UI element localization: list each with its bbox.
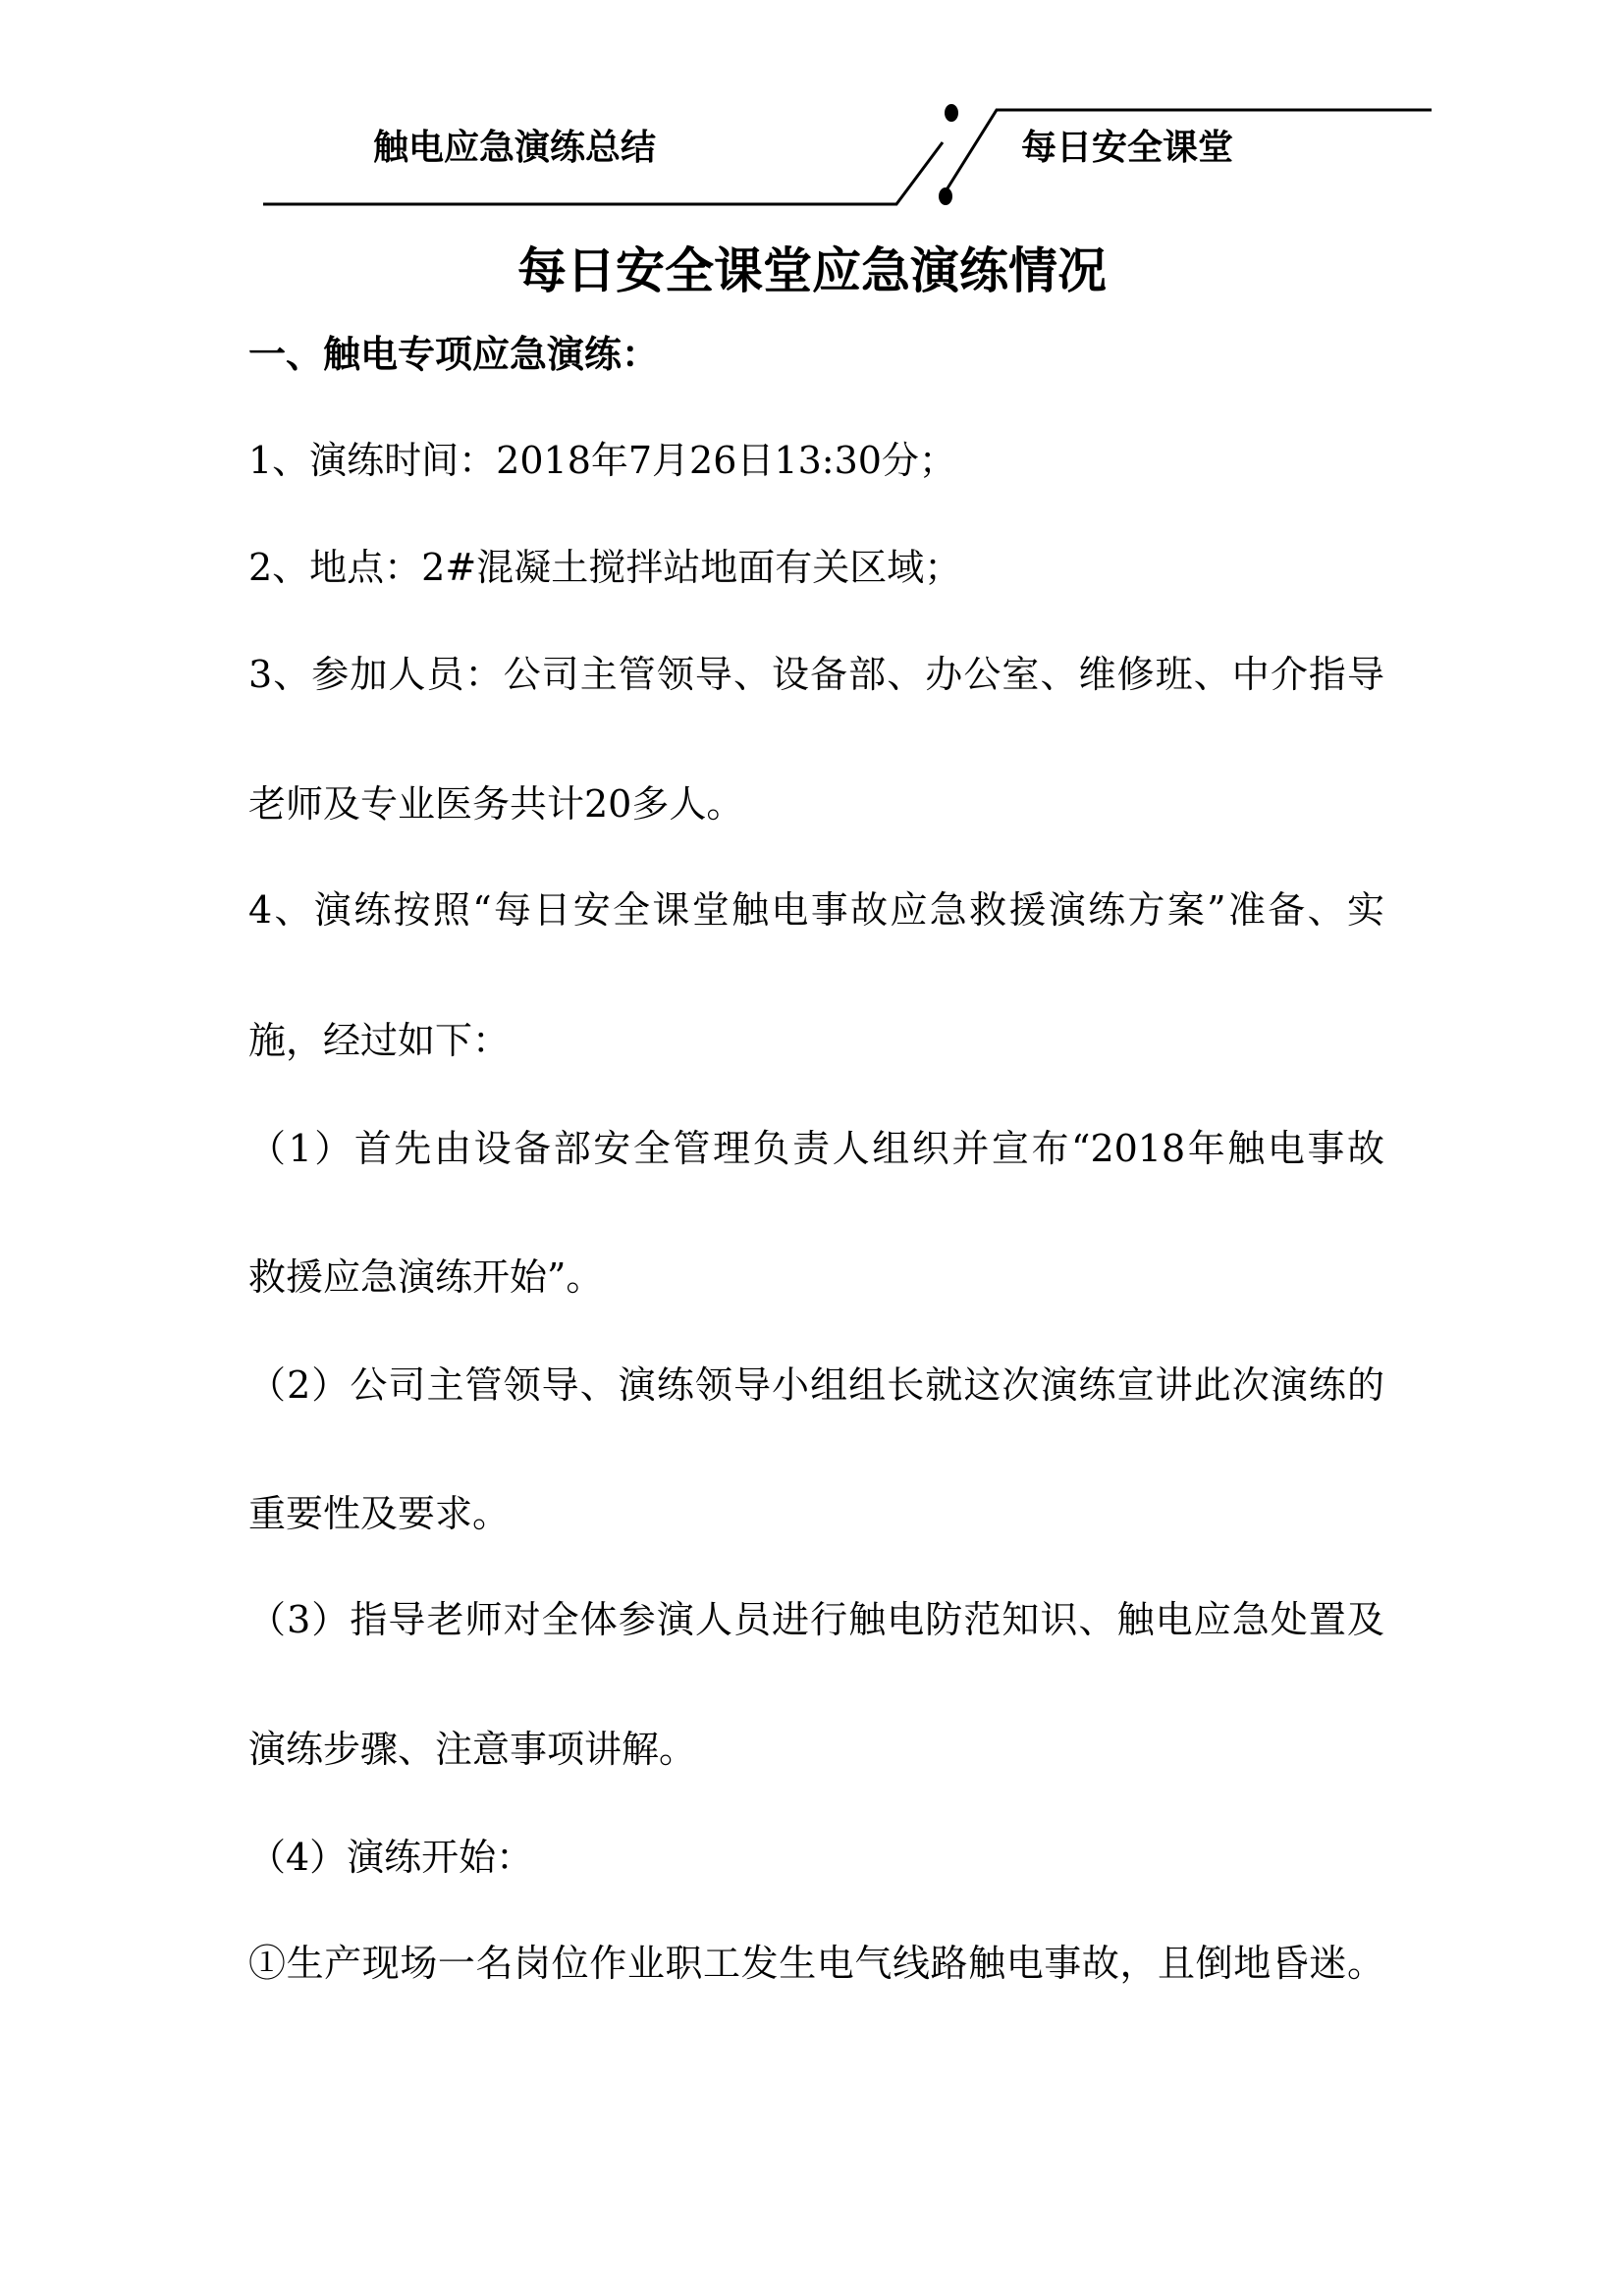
body-line: 重要性及要求。 [248,1492,511,1535]
body-line: 1、演练时间：2018年7月26日13:30分； [248,439,956,482]
body-line: 2、地点：2#混凝土搅拌站地面有关区域； [248,546,962,589]
document-title: 每日安全课堂应急演练情况 [517,242,1107,299]
body-line: （1）首先由设备部安全管理负责人组织并宣布“2018年触电事故 [248,1127,1384,1170]
header-divider-icon [0,0,1624,255]
header-left-title: 触电应急演练总结 [373,128,657,168]
header-right-title: 每日安全课堂 [1021,128,1234,168]
body-line: （2）公司主管领导、演练领导小组组长就这次演练宣讲此次演练的 [248,1363,1384,1407]
body-line: 救援应急演练开始”。 [248,1255,604,1299]
body-line: （3）指导老师对全体参演人员进行触电防范知识、触电应急处置及 [248,1598,1384,1641]
body-line: 老师及专业医务共计20多人。 [248,782,744,826]
section-heading: 一、触电专项应急演练： [248,333,660,376]
body-line: 3、参加人员：公司主管领导、设备部、办公室、维修班、中介指导 [248,653,1384,696]
body-line: 施，经过如下： [248,1019,511,1062]
body-line: （4）演练开始： [248,1836,534,1879]
body-line: ①生产现场一名岗位作业职工发生电气线路触电事故，且倒地昏迷。 [248,1942,1384,1985]
body-line: 4、演练按照“每日安全课堂触电事故应急救援演练方案”准备、实 [248,888,1384,932]
body-line: 演练步骤、注意事项讲解。 [248,1728,697,1771]
